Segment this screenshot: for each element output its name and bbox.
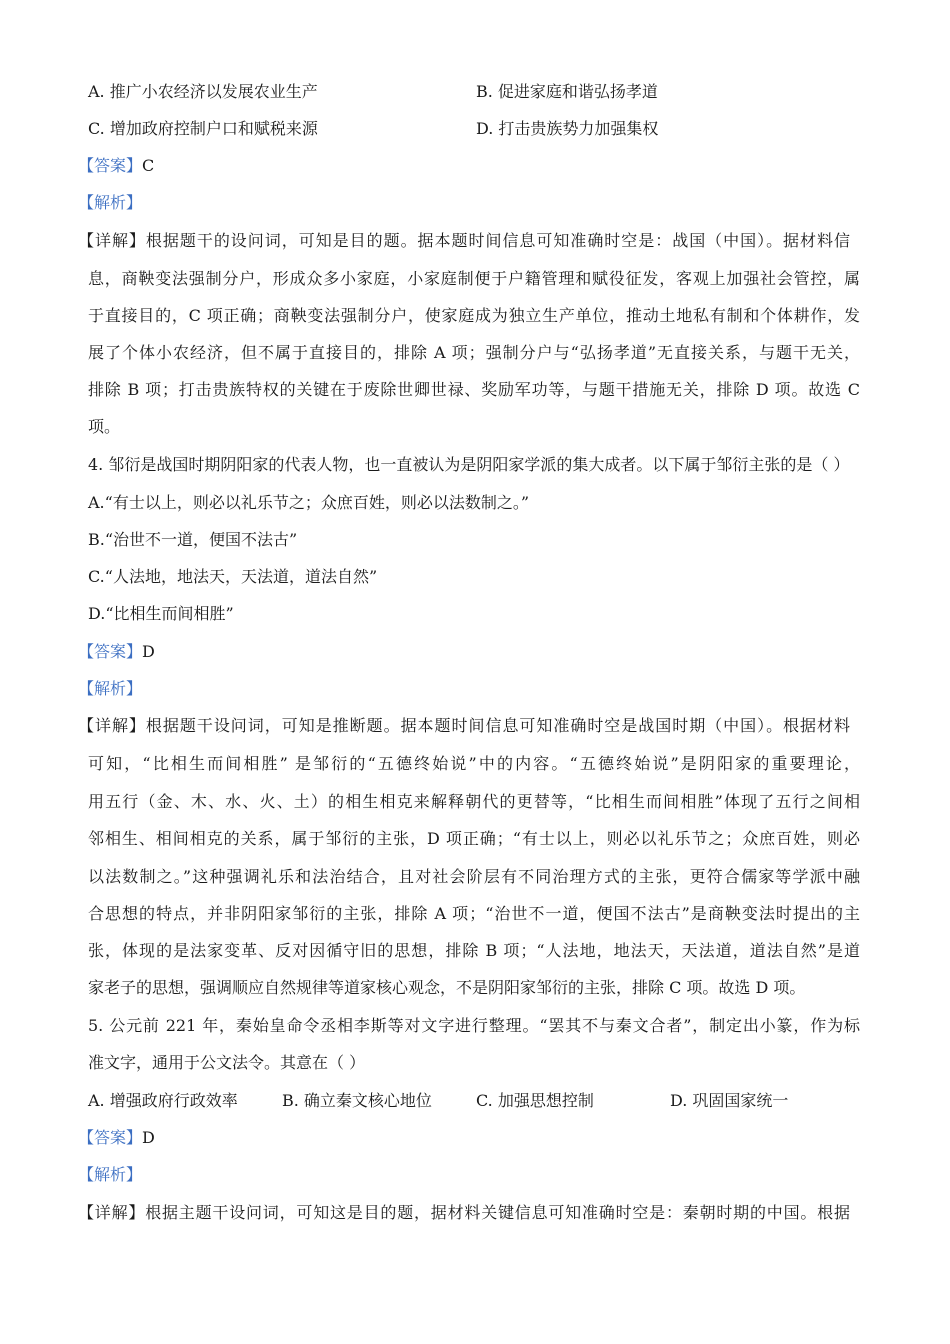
answer-value: C (142, 156, 155, 175)
answer-label: 【答案】 (78, 1128, 143, 1147)
q4-detail-line-7: 张，体现的是法家变革、反对因循守旧的思想，排除 B 项；“人法地，地法天，天法道，道法自然”是道 (88, 941, 860, 960)
analysis-label: 【解析】 (78, 679, 143, 698)
q4-answer (78, 642, 155, 662)
q3-answer (78, 156, 154, 176)
q5-stem-line-2: 准文字，通用于公文法令。其意在（ ） (88, 1053, 366, 1072)
q5-stem-line-1: 5. 公元前 221 年，秦始皇命令丞相李斯等对文字进行整理。“罢其不与秦文合者”，制定出小篆，作为标 (88, 1016, 860, 1035)
q3-option-d: D. 打击贵族势力加强集权 (476, 119, 659, 138)
detail-text: 根据题干设问词，可知是推断题。据本题时间信息可知准确时空是战国时期（中国）。根据材料 (145, 716, 850, 735)
detail-label: 【详解】 (78, 1203, 146, 1222)
q4-detail-line-1 (78, 716, 850, 736)
answer-label: 【答案】 (78, 642, 143, 661)
answer-value: D (142, 642, 155, 661)
q3-detail-line-4: 展了个体小农经济，但不属于直接目的，排除 A 项；强制分户与“弘扬孝道”无直接关系，与题干无关， (88, 343, 860, 362)
q4-stem: 4. 邹衍是战国时期阴阳家的代表人物，也一直被认为是阴阳家学派的集大成者。以下属于邹衍主张的是（ ） (88, 455, 850, 474)
q3-analysis-label (78, 193, 142, 213)
answer-value: D (142, 1128, 155, 1147)
q3-detail-line-6: 项。 (88, 417, 121, 436)
q4-detail-line-5: 以法数制之。”这种强调礼乐和法治结合，且对社会阶层有不同治理方式的主张，更符合儒家等学派中融 (88, 867, 860, 886)
q4-analysis-label (78, 679, 142, 699)
q4-detail-line-6: 合思想的特点，并非阴阳家邹衍的主张，排除 A 项；“治世不一道，便国不法古”是商鞅变法时提出的主 (88, 904, 860, 923)
detail-label: 【详解】 (78, 231, 146, 250)
answer-label: 【答案】 (78, 156, 143, 175)
q4-detail-line-2: 可知，“比相生而间相胜” 是邹衍的“五德终始说”中的内容。“五德终始说”是阴阳家的重要理论， (88, 754, 860, 773)
q5-answer (78, 1128, 155, 1148)
q3-option-a: A. 推广小农经济以发展农业生产 (88, 82, 318, 101)
q4-detail-line-4: 邻相生、相间相克的关系，属于邹衍的主张，D 项正确；“有士以上，则必以礼乐节之；众庶百姓，则必 (88, 829, 860, 848)
q3-detail-line-1 (78, 231, 850, 251)
q3-detail-line-5: 排除 B 项；打击贵族特权的关键在于废除世卿世禄、奖励军功等，与题干措施无关，排除 D 项。故选 C (88, 380, 860, 399)
q4-option-c: C.“人法地，地法天，天法道，道法自然” (88, 567, 378, 586)
q4-option-d: D.“比相生而间相胜” (88, 604, 234, 623)
analysis-label: 【解析】 (78, 1165, 143, 1184)
q5-option-b: B. 确立秦文核心地位 (282, 1091, 432, 1110)
q4-detail-line-3: 用五行（金、木、水、火、土）的相生相克来解释朝代的更替等，“比相生而间相胜”体现了五行之间相 (88, 792, 860, 811)
q3-option-c: C. 增加政府控制户口和赋税来源 (88, 119, 318, 138)
q5-option-c: C. 加强思想控制 (476, 1091, 594, 1110)
q5-option-a: A. 增强政府行政效率 (88, 1091, 238, 1110)
q3-detail-line-3: 于直接目的，C 项正确；商鞅变法强制分户，使家庭成为独立生产单位，推动土地私有制和个体耕作，发 (88, 306, 860, 325)
detail-text: 根据题干的设问词，可知是目的题。据本题时间信息可知准确时空是：战国（中国）。据材料信 (145, 231, 850, 250)
q4-option-a: A.“有士以上，则必以礼乐节之；众庶百姓，则必以法数制之。” (88, 493, 530, 512)
q3-detail-line-2: 息，商鞅变法强制分户，形成众多小家庭，小家庭制便于户籍管理和赋役征发，客观上加强社会管控，属 (88, 269, 860, 288)
q3-option-b: B. 促进家庭和谐弘扬孝道 (476, 82, 658, 101)
q5-option-d: D. 巩固国家统一 (670, 1091, 789, 1110)
detail-label: 【详解】 (78, 716, 146, 735)
q5-analysis-label (78, 1165, 142, 1185)
analysis-label: 【解析】 (78, 193, 143, 212)
detail-text: 根据主题干设问词，可知这是目的题，据材料关键信息可知准确时空是：秦朝时期的中国。根据 (145, 1203, 850, 1222)
q4-option-b: B.“治世不一道，便国不法古” (88, 530, 298, 549)
q4-detail-line-8: 家老子的思想，强调顺应自然规律等道家核心观念，不是阴阳家邹衍的主张，排除 C 项。故选 D 项。 (88, 978, 806, 997)
q5-detail-line-1 (78, 1203, 850, 1223)
